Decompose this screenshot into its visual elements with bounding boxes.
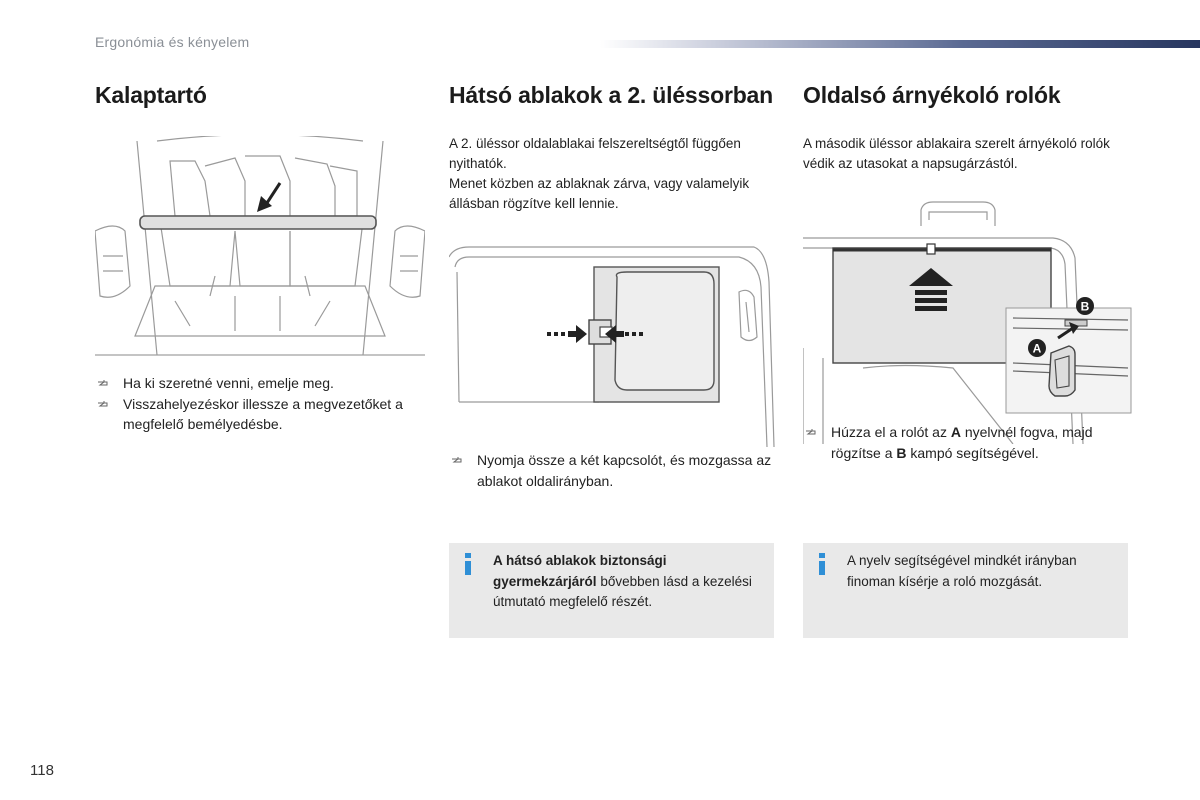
title-side-blinds: Oldalsó árnyékoló rolók bbox=[803, 82, 1061, 108]
column-side-blinds bbox=[803, 80, 1133, 110]
bullet-list-rear-windows bbox=[449, 450, 779, 491]
infobox-text: A nyelv segítségével mindkét irányban finoman kísérje a roló mozgását. bbox=[847, 553, 1077, 589]
illustration-hat-shelf bbox=[95, 136, 425, 358]
intro-paragraph: Menet közben az ablaknak zárva, vagy valamelyik állásban rögzítve kell lennie. bbox=[449, 176, 750, 211]
intro-paragraph: A második üléssor ablakaira szerelt árnyékoló rolók védik az utasokat a napsugárzástól. bbox=[803, 136, 1110, 171]
list-item bbox=[803, 422, 1133, 463]
intro-rear-windows bbox=[449, 134, 779, 214]
section-header: Ergonómia és kényelem bbox=[95, 34, 250, 50]
title-rear-windows: Hátsó ablakok a 2. üléssorban bbox=[449, 82, 773, 108]
page-number: 118 bbox=[30, 762, 54, 779]
info-icon bbox=[463, 553, 473, 575]
title-hat-shelf: Kalaptartó bbox=[95, 82, 207, 108]
column-rear-windows bbox=[449, 80, 779, 110]
bullet-list-hat-shelf bbox=[95, 373, 425, 435]
infobox-blind-tip bbox=[803, 543, 1128, 638]
bullet-text-part: Húzza el a rolót az bbox=[831, 424, 951, 440]
bullet-text: Ha ki szeretné venni, emelje meg. bbox=[123, 375, 334, 391]
intro-paragraph: A 2. üléssor oldalablakai felszereltségtől függően nyithatók. bbox=[449, 136, 741, 171]
bullet-bold-b: B bbox=[896, 444, 907, 461]
infobox-text: bővebben lásd a kezelési útmutató megfelelő részét. bbox=[493, 573, 752, 609]
illustration-side-blind bbox=[803, 198, 1133, 444]
callout-b-label: B bbox=[1080, 299, 1090, 314]
list-item bbox=[95, 373, 425, 394]
bullet-text-part: kampó segítségével. bbox=[906, 444, 1039, 461]
infobox-bold-text: A hátsó ablakok biztonsági gyermekzárjáról bbox=[493, 553, 667, 589]
bullet-list-side-blinds bbox=[803, 422, 1133, 463]
bullet-text: Visszahelyezéskor illessze a megvezetőket a megfelelő bemélyedésbe. bbox=[123, 395, 403, 432]
hand-pointer-icon bbox=[451, 453, 463, 465]
callout-a-label: A bbox=[1032, 341, 1042, 356]
bullet-text-part: nyelvnél fogva, majd rögzítse a bbox=[831, 424, 1093, 461]
hand-pointer-icon bbox=[805, 425, 817, 437]
illustration-rear-window bbox=[449, 242, 779, 447]
intro-side-blinds bbox=[803, 134, 1133, 174]
list-item bbox=[95, 394, 425, 435]
header-gradient-bar bbox=[600, 40, 1200, 48]
hand-pointer-icon bbox=[97, 397, 109, 409]
infobox-child-lock bbox=[449, 543, 774, 638]
info-icon bbox=[817, 553, 827, 575]
bullet-bold-a: A bbox=[950, 424, 961, 440]
list-item bbox=[449, 450, 779, 491]
bullet-text: Nyomja össze a két kapcsolót, és mozgassa az ablakot oldalirányban. bbox=[477, 452, 772, 489]
hand-pointer-icon bbox=[97, 376, 109, 388]
column-hat-shelf bbox=[95, 80, 425, 110]
